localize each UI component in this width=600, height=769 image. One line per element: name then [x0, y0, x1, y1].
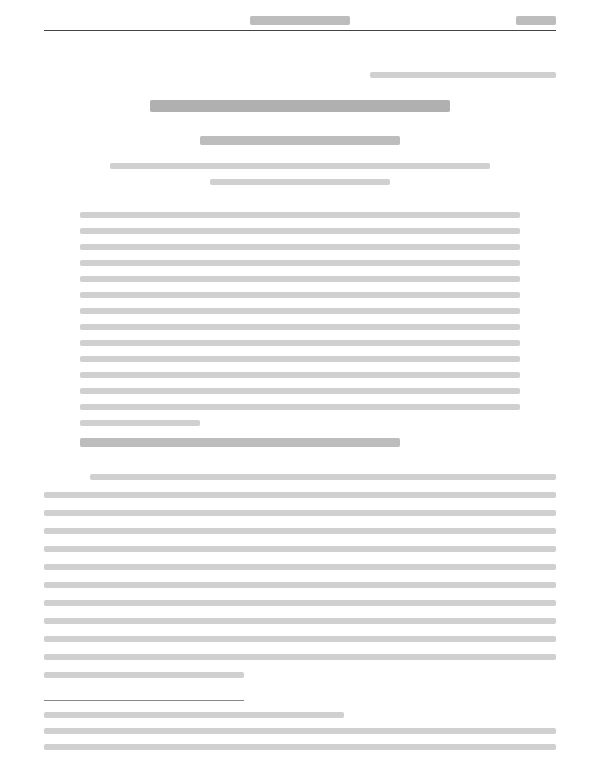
authors-placeholder	[200, 136, 400, 145]
paper-title-placeholder	[150, 100, 450, 112]
running-header-placeholder	[250, 16, 350, 25]
affiliation-placeholder	[110, 163, 490, 169]
keywords-placeholder	[80, 438, 400, 447]
conference-note-placeholder	[370, 72, 556, 78]
page-number-placeholder	[516, 16, 556, 25]
header-rule	[44, 30, 556, 31]
affiliation-placeholder-2	[210, 179, 390, 185]
footnote-placeholder	[44, 712, 344, 718]
footnote-placeholder-2	[44, 728, 556, 734]
footnote-placeholder-3	[44, 744, 556, 750]
footnote-rule	[44, 700, 244, 701]
